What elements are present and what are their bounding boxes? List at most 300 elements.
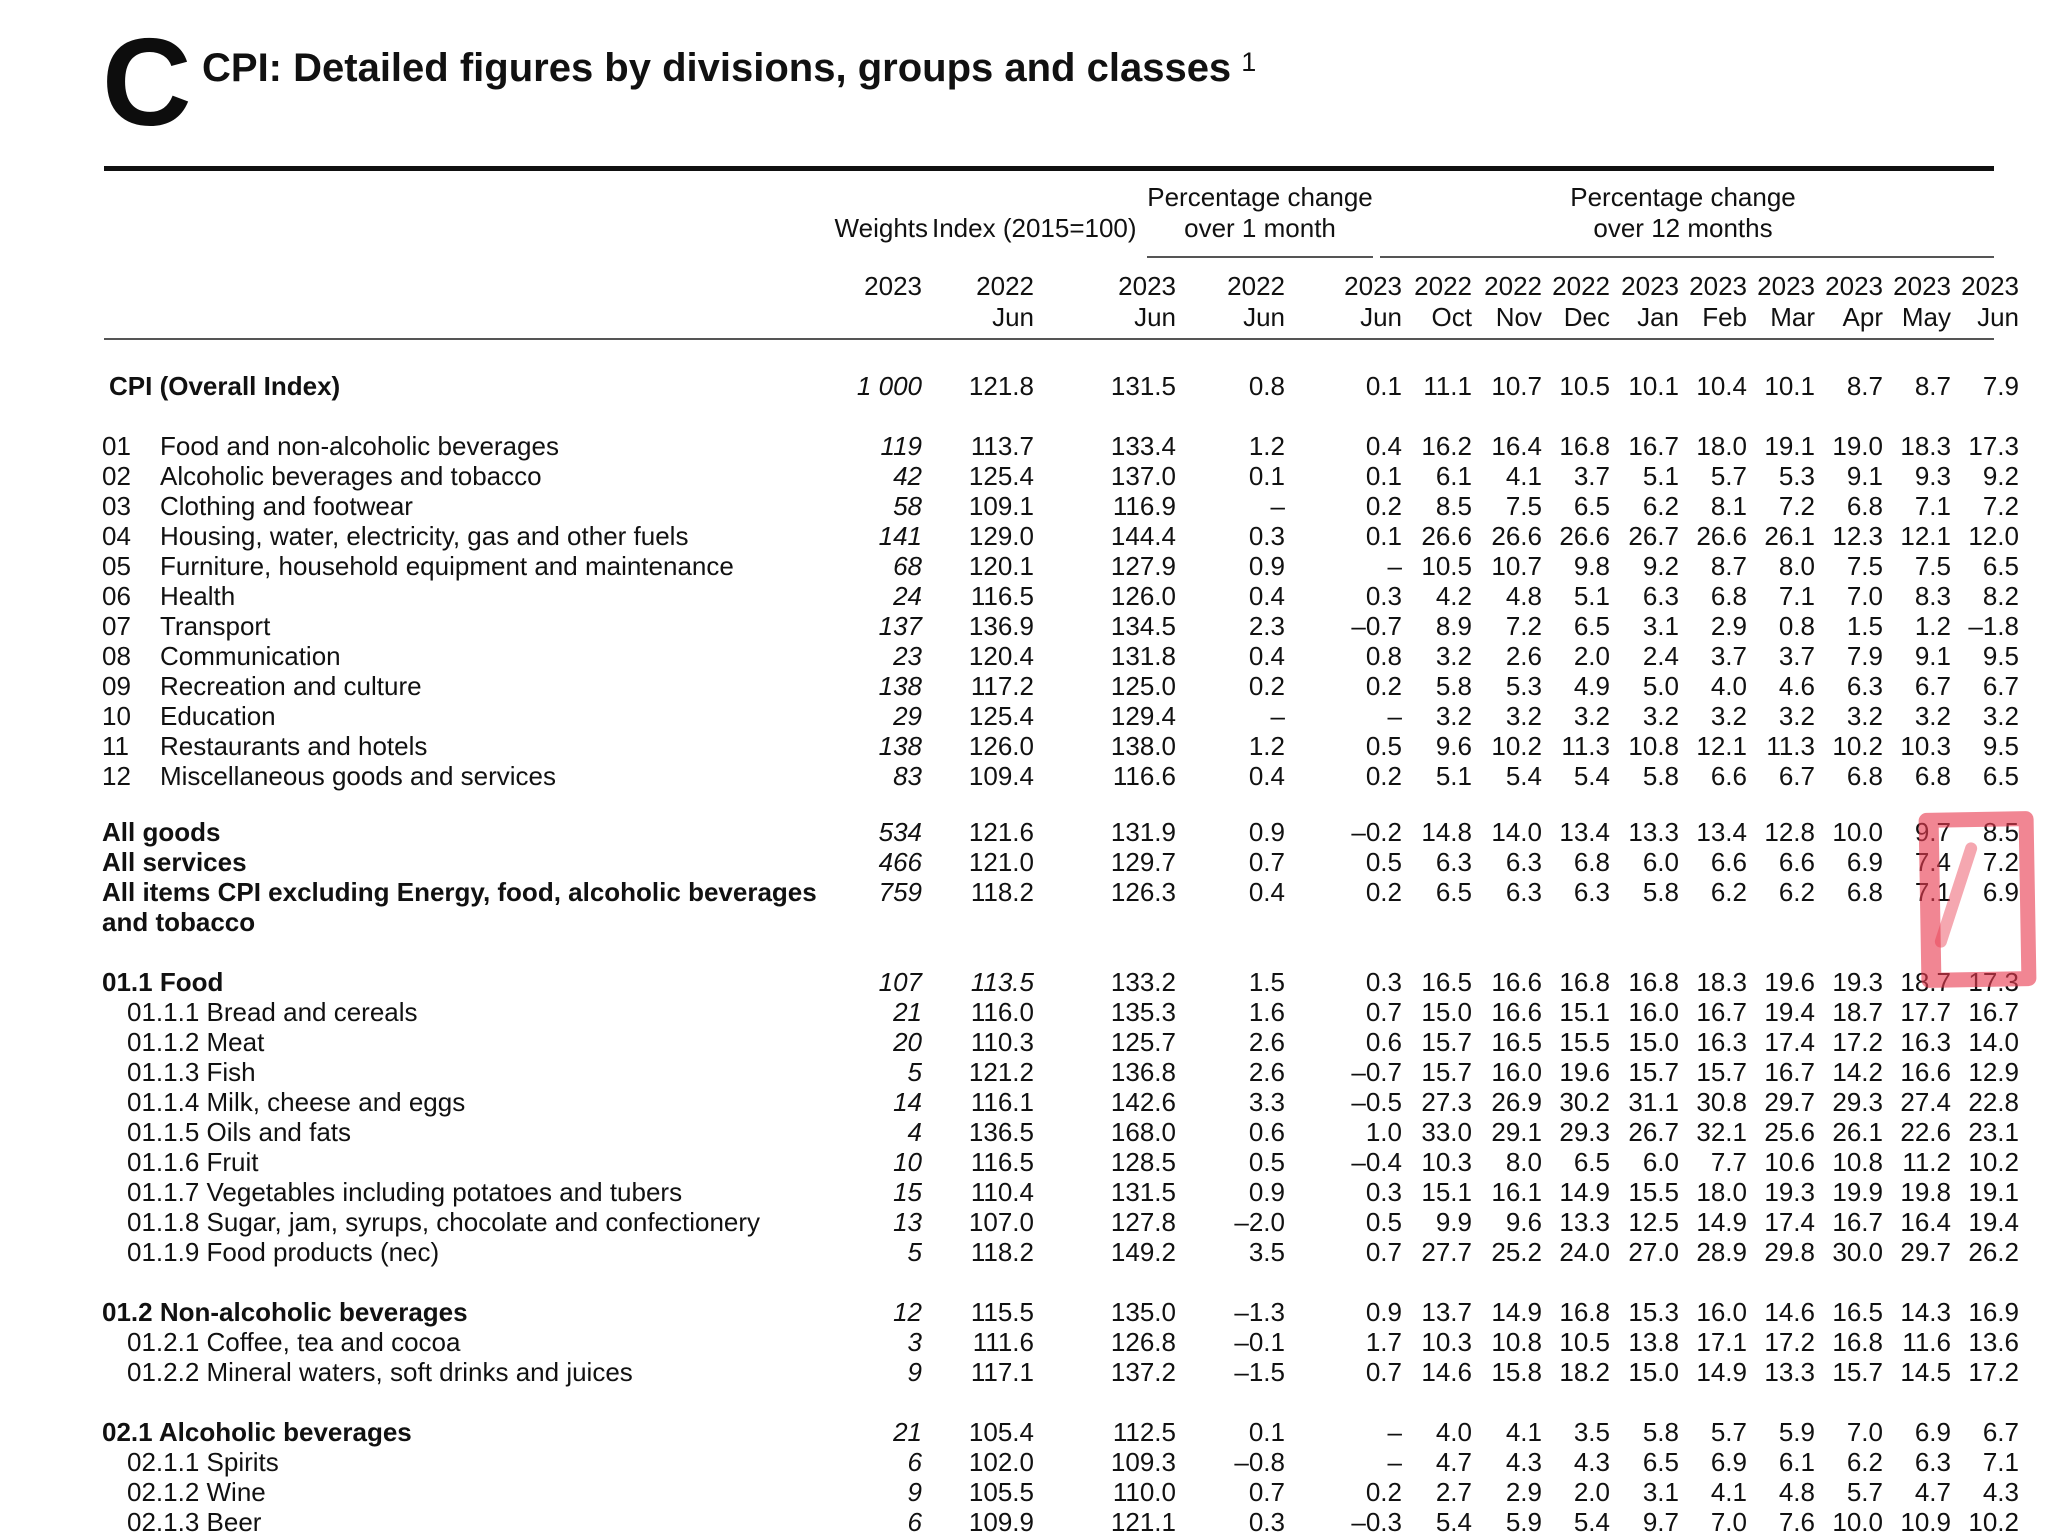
column-year-header: 2023 xyxy=(1344,271,1402,301)
value-cell: 3.7 xyxy=(1710,641,1747,671)
weight-cell: 83 xyxy=(893,761,922,791)
value-cell: 121.1 xyxy=(1110,1507,1176,1537)
table-row xyxy=(0,761,2048,791)
value-cell: 6.6 xyxy=(1710,847,1747,877)
row-label: Food and non-alcoholic beverages xyxy=(160,431,559,461)
value-cell: –0.1 xyxy=(1234,1327,1285,1357)
value-cell: 6.3 xyxy=(1642,581,1679,611)
header-rule xyxy=(104,338,1994,340)
row-code: 08 xyxy=(102,641,131,671)
row-label: 01.1.7 Vegetables including potatoes and tubers xyxy=(127,1177,683,1207)
value-cell: 14.9 xyxy=(1696,1357,1747,1387)
value-cell: 8.7 xyxy=(1914,371,1951,401)
weight-cell: 13 xyxy=(893,1207,922,1237)
value-cell: –0.5 xyxy=(1351,1087,1402,1117)
value-cell: 22.8 xyxy=(1968,1087,2019,1117)
row-label: 01.2 Non-alcoholic beverages xyxy=(102,1297,468,1327)
column-month-header: Jun xyxy=(992,302,1034,332)
value-cell: 0.3 xyxy=(1365,1177,1402,1207)
value-cell: 111.6 xyxy=(972,1327,1034,1357)
value-cell: 10.5 xyxy=(1421,551,1472,581)
value-cell: 142.6 xyxy=(1110,1087,1176,1117)
value-cell: 0.4 xyxy=(1248,641,1285,671)
weight-cell: 24 xyxy=(893,581,922,611)
value-cell: 120.1 xyxy=(968,551,1034,581)
column-year-header: 2022 xyxy=(1552,271,1610,301)
value-cell: 0.2 xyxy=(1365,671,1402,701)
row-code: 03 xyxy=(102,491,131,521)
column-month-header: Jun xyxy=(1977,302,2019,332)
value-cell: 26.2 xyxy=(1968,1237,2019,1267)
value-cell: 4.0 xyxy=(1435,1417,1472,1447)
value-cell: – xyxy=(1387,1417,1402,1447)
value-cell: 133.2 xyxy=(1110,967,1176,997)
value-cell: 109.1 xyxy=(968,491,1034,521)
weight-cell: 119 xyxy=(880,431,922,461)
value-cell: 14.6 xyxy=(1764,1297,1815,1327)
value-cell: 17.4 xyxy=(1764,1027,1815,1057)
value-cell: 18.7 xyxy=(1832,997,1883,1027)
value-cell: 5.4 xyxy=(1435,1507,1472,1537)
value-cell: 0.7 xyxy=(1365,1237,1402,1267)
pct-12m-header-line1: Percentage change xyxy=(1570,182,1796,212)
weight-cell: 107 xyxy=(878,967,922,997)
table-row xyxy=(0,611,2048,641)
weight-cell: 14 xyxy=(893,1087,922,1117)
value-cell: 10.3 xyxy=(1421,1147,1472,1177)
value-cell: 11.3 xyxy=(1766,731,1815,761)
column-month-header: Feb xyxy=(1702,302,1747,332)
value-cell: 4.1 xyxy=(1710,1477,1747,1507)
value-cell: –1.3 xyxy=(1234,1297,1285,1327)
value-cell: 4.3 xyxy=(1573,1447,1610,1477)
value-cell: – xyxy=(1387,551,1402,581)
value-cell: 24.0 xyxy=(1559,1237,1610,1267)
value-cell: 13.7 xyxy=(1421,1297,1472,1327)
weight-cell: 141 xyxy=(878,521,922,551)
table-row xyxy=(0,1087,2048,1117)
table-row xyxy=(0,491,2048,521)
value-cell: 6.2 xyxy=(1710,877,1747,907)
row-code: 02 xyxy=(102,461,131,491)
value-cell: 23.1 xyxy=(1968,1117,2019,1147)
value-cell: 30.8 xyxy=(1696,1087,1747,1117)
value-cell: –1.5 xyxy=(1234,1357,1285,1387)
value-cell: 3.7 xyxy=(1778,641,1815,671)
value-cell: 16.4 xyxy=(1900,1207,1951,1237)
column-year-header: 2023 xyxy=(1118,271,1176,301)
value-cell: 5.8 xyxy=(1642,1417,1679,1447)
row-label: 01.1.6 Fruit xyxy=(127,1147,259,1177)
value-cell: 5.4 xyxy=(1573,1507,1610,1537)
column-year-header: 2023 xyxy=(1757,271,1815,301)
value-cell: 3.1 xyxy=(1642,1477,1679,1507)
value-cell: 14.9 xyxy=(1696,1207,1747,1237)
weight-cell: 138 xyxy=(878,731,922,761)
value-cell: 2.4 xyxy=(1642,641,1679,671)
value-cell: 16.8 xyxy=(1832,1327,1883,1357)
value-cell: 0.1 xyxy=(1248,461,1285,491)
row-label: Health xyxy=(160,581,236,611)
value-cell: 5.1 xyxy=(1573,581,1610,611)
value-cell: 125.4 xyxy=(968,461,1034,491)
value-cell: 15.7 xyxy=(1832,1357,1883,1387)
value-cell: 12.1 xyxy=(1696,731,1747,761)
value-cell: 5.4 xyxy=(1505,761,1542,791)
value-cell: 6.1 xyxy=(1778,1447,1815,1477)
value-cell: 14.6 xyxy=(1421,1357,1472,1387)
value-cell: 19.3 xyxy=(1832,967,1883,997)
value-cell: 116.1 xyxy=(970,1087,1034,1117)
value-cell: 7.0 xyxy=(1846,1417,1883,1447)
value-cell: –2.0 xyxy=(1234,1207,1285,1237)
value-cell: 121.6 xyxy=(968,817,1034,847)
table-row xyxy=(0,1507,2048,1537)
row-label: Recreation and culture xyxy=(160,671,422,701)
column-year-header: 2023 xyxy=(1621,271,1679,301)
weight-cell: 4 xyxy=(907,1117,922,1147)
value-cell: 16.7 xyxy=(1764,1057,1815,1087)
value-cell: 4.1 xyxy=(1505,1417,1542,1447)
value-cell: 131.5 xyxy=(1110,1177,1176,1207)
column-year-header: 2023 xyxy=(1825,271,1883,301)
value-cell: 32.1 xyxy=(1696,1117,1747,1147)
row-label: Housing, water, electricity, gas and other fuels xyxy=(160,521,689,551)
value-cell: 121.8 xyxy=(968,371,1034,401)
value-cell: 29.7 xyxy=(1900,1237,1951,1267)
value-cell: 16.5 xyxy=(1421,967,1472,997)
value-cell: 29.3 xyxy=(1832,1087,1883,1117)
column-year-header: 2022 xyxy=(976,271,1034,301)
value-cell: 16.0 xyxy=(1491,1057,1542,1087)
value-cell: 0.3 xyxy=(1365,581,1402,611)
row-label: Miscellaneous goods and services xyxy=(160,761,556,791)
value-cell: 6.8 xyxy=(1573,847,1610,877)
value-cell: 19.1 xyxy=(1764,431,1815,461)
value-cell: 13.3 xyxy=(1628,817,1679,847)
value-cell: 113.5 xyxy=(970,967,1034,997)
weight-cell: 42 xyxy=(893,461,922,491)
row-label: 01.1.8 Sugar, jam, syrups, chocolate and confectionery xyxy=(127,1207,761,1237)
value-cell: –0.3 xyxy=(1351,1507,1402,1537)
value-cell: 9.5 xyxy=(1982,641,2019,671)
column-month-header: Jun xyxy=(1134,302,1176,332)
value-cell: 0.4 xyxy=(1248,581,1285,611)
column-month-header: May xyxy=(1901,302,1951,332)
value-cell: 7.4 xyxy=(1914,847,1951,877)
table-row xyxy=(0,1357,2048,1387)
row-label: All services xyxy=(102,847,247,877)
value-cell: 149.2 xyxy=(1110,1237,1176,1267)
value-cell: 117.1 xyxy=(970,1357,1034,1387)
value-cell: 2.0 xyxy=(1573,1477,1610,1507)
value-cell: 29.1 xyxy=(1491,1117,1542,1147)
weight-cell: 15 xyxy=(893,1177,922,1207)
value-cell: 7.1 xyxy=(1778,581,1815,611)
value-cell: 11.2 xyxy=(1902,1147,1951,1177)
weight-cell: 9 xyxy=(907,1357,922,1387)
value-cell: –0.7 xyxy=(1351,611,1402,641)
weight-cell: 20 xyxy=(893,1027,922,1057)
value-cell: 26.7 xyxy=(1628,521,1679,551)
value-cell: 105.4 xyxy=(968,1417,1034,1447)
value-cell: 136.9 xyxy=(968,611,1034,641)
weight-cell: 29 xyxy=(893,701,922,731)
value-cell: 8.2 xyxy=(1982,581,2019,611)
value-cell: 15.1 xyxy=(1559,997,1610,1027)
value-cell: 0.3 xyxy=(1248,1507,1285,1537)
section-letter: C xyxy=(102,14,192,152)
value-cell: 131.9 xyxy=(1110,817,1176,847)
value-cell: 8.0 xyxy=(1778,551,1815,581)
value-cell: 6.9 xyxy=(1846,847,1883,877)
value-cell: 6.3 xyxy=(1505,847,1542,877)
value-cell: 27.7 xyxy=(1421,1237,1472,1267)
row-label: All items CPI excluding Energy, food, alcoholic beverages xyxy=(102,877,817,907)
value-cell: 109.4 xyxy=(968,761,1034,791)
value-cell: 9.1 xyxy=(1914,641,1951,671)
value-cell: 0.8 xyxy=(1248,371,1285,401)
value-cell: 10.2 xyxy=(1968,1147,2019,1177)
value-cell: 127.9 xyxy=(1110,551,1176,581)
value-cell: 6.3 xyxy=(1435,847,1472,877)
value-cell: 6.8 xyxy=(1846,491,1883,521)
value-cell: 5.7 xyxy=(1710,461,1747,491)
value-cell: 6.7 xyxy=(1914,671,1951,701)
value-cell: 26.1 xyxy=(1764,521,1815,551)
value-cell: 16.6 xyxy=(1491,997,1542,1027)
value-cell: 26.1 xyxy=(1832,1117,1883,1147)
value-cell: 26.6 xyxy=(1491,521,1542,551)
value-cell: 6.8 xyxy=(1914,761,1951,791)
value-cell: 6.8 xyxy=(1846,877,1883,907)
row-code: 01 xyxy=(102,431,131,461)
value-cell: 0.4 xyxy=(1248,877,1285,907)
value-cell: 5.3 xyxy=(1505,671,1542,701)
row-label: 01.1.3 Fish xyxy=(127,1057,256,1087)
value-cell: 126.0 xyxy=(1110,581,1176,611)
column-year-header: 2022 xyxy=(1414,271,1472,301)
row-code: 09 xyxy=(102,671,131,701)
value-cell: 15.0 xyxy=(1421,997,1472,1027)
value-cell: 131.8 xyxy=(1110,641,1176,671)
value-cell: 6.0 xyxy=(1642,847,1679,877)
value-cell: 121.0 xyxy=(968,847,1034,877)
value-cell: 120.4 xyxy=(968,641,1034,671)
row-label: 02.1.1 Spirits xyxy=(127,1447,279,1477)
weight-cell: 1 000 xyxy=(856,371,922,401)
value-cell: 19.4 xyxy=(1764,997,1815,1027)
value-cell: 116.5 xyxy=(970,1147,1034,1177)
value-cell: 16.8 xyxy=(1559,431,1610,461)
value-cell: 9.7 xyxy=(1914,817,1951,847)
page-title xyxy=(202,44,1256,96)
value-cell: 4.8 xyxy=(1778,1477,1815,1507)
value-cell: 116.6 xyxy=(1112,761,1176,791)
value-cell: 0.9 xyxy=(1365,1297,1402,1327)
row-label: CPI (Overall Index) xyxy=(109,371,341,401)
value-cell: 4.6 xyxy=(1778,671,1815,701)
pct-12m-header-line2: over 12 months xyxy=(1593,213,1773,243)
row-label: 01.2.2 Mineral waters, soft drinks and juices xyxy=(127,1357,633,1387)
value-cell: 12.8 xyxy=(1764,817,1815,847)
table-row xyxy=(0,1327,2048,1357)
weights-header: Weights xyxy=(834,213,928,243)
column-month-header: Jun xyxy=(1243,302,1285,332)
value-cell: 5.1 xyxy=(1435,761,1472,791)
value-cell: 3.1 xyxy=(1642,611,1679,641)
value-cell: 126.0 xyxy=(968,731,1034,761)
value-cell: 17.3 xyxy=(1968,967,2019,997)
value-cell: 6.2 xyxy=(1778,877,1815,907)
value-cell: 6.8 xyxy=(1846,761,1883,791)
weight-cell: 466 xyxy=(878,847,922,877)
value-cell: 29.7 xyxy=(1764,1087,1815,1117)
value-cell: 6.3 xyxy=(1846,671,1883,701)
value-cell: 7.1 xyxy=(1914,877,1951,907)
value-cell: 3.7 xyxy=(1573,461,1610,491)
value-cell: 3.2 xyxy=(1778,701,1815,731)
value-cell: 136.8 xyxy=(1110,1057,1176,1087)
value-cell: 17.7 xyxy=(1900,997,1951,1027)
value-cell: 0.8 xyxy=(1778,611,1815,641)
value-cell: 11.1 xyxy=(1423,371,1472,401)
value-cell: 16.3 xyxy=(1900,1027,1951,1057)
table-row xyxy=(0,461,2048,491)
value-cell: 15.0 xyxy=(1628,1027,1679,1057)
value-cell: 2.0 xyxy=(1573,641,1610,671)
value-cell: 12.5 xyxy=(1628,1207,1679,1237)
row-code: 04 xyxy=(102,521,131,551)
value-cell: 138.0 xyxy=(1110,731,1176,761)
value-cell: 0.6 xyxy=(1248,1117,1285,1147)
value-cell: 6.3 xyxy=(1573,877,1610,907)
value-cell: 10.8 xyxy=(1628,731,1679,761)
value-cell: 6.7 xyxy=(1982,1417,2019,1447)
weight-cell: 10 xyxy=(893,1147,922,1177)
value-cell: 9.3 xyxy=(1914,461,1951,491)
value-cell: 3.2 xyxy=(1573,701,1610,731)
value-cell: 13.3 xyxy=(1559,1207,1610,1237)
value-cell: 0.4 xyxy=(1248,761,1285,791)
value-cell: 15.7 xyxy=(1696,1057,1747,1087)
value-cell: 4.1 xyxy=(1505,461,1542,491)
value-cell: 13.4 xyxy=(1559,817,1610,847)
value-cell: –0.2 xyxy=(1351,817,1402,847)
value-cell: 3.2 xyxy=(1435,701,1472,731)
value-cell: 25.6 xyxy=(1764,1117,1815,1147)
table-row xyxy=(0,641,2048,671)
value-cell: 7.5 xyxy=(1914,551,1951,581)
value-cell: 0.5 xyxy=(1365,1207,1402,1237)
value-cell: 18.2 xyxy=(1559,1357,1610,1387)
row-label: Education xyxy=(160,701,276,731)
value-cell: 126.3 xyxy=(1110,877,1176,907)
value-cell: 4.9 xyxy=(1573,671,1610,701)
value-cell: 7.6 xyxy=(1778,1507,1815,1537)
value-cell: 5.1 xyxy=(1642,461,1679,491)
value-cell: 17.2 xyxy=(1968,1357,2019,1387)
value-cell: 2.3 xyxy=(1248,611,1285,641)
value-cell: 112.5 xyxy=(1112,1417,1176,1447)
value-cell: 29.8 xyxy=(1764,1237,1815,1267)
value-cell: 6.5 xyxy=(1435,877,1472,907)
value-cell: 0.5 xyxy=(1365,847,1402,877)
column-month-header: Mar xyxy=(1770,302,1815,332)
footnote-mark: 1 xyxy=(1241,47,1257,77)
value-cell: 16.4 xyxy=(1491,431,1542,461)
row-label: 02.1 Alcoholic beverages xyxy=(102,1417,412,1447)
value-cell: – xyxy=(1270,701,1285,731)
value-cell: 1.2 xyxy=(1914,611,1951,641)
value-cell: 0.2 xyxy=(1248,671,1285,701)
value-cell: 16.7 xyxy=(1832,1207,1883,1237)
value-cell: 13.4 xyxy=(1696,817,1747,847)
row-code: 06 xyxy=(102,581,131,611)
weight-cell: 534 xyxy=(878,817,922,847)
value-cell: 10.1 xyxy=(1628,371,1679,401)
value-cell: 16.2 xyxy=(1421,431,1472,461)
value-cell: 10.0 xyxy=(1832,1507,1883,1537)
value-cell: 2.9 xyxy=(1710,611,1747,641)
value-cell: 105.5 xyxy=(968,1477,1034,1507)
value-cell: 8.3 xyxy=(1914,581,1951,611)
value-cell: 19.4 xyxy=(1968,1207,2019,1237)
value-cell: 129.4 xyxy=(1110,701,1176,731)
value-cell: 9.6 xyxy=(1435,731,1472,761)
value-cell: 7.2 xyxy=(1982,491,2019,521)
value-cell: 16.7 xyxy=(1628,431,1679,461)
value-cell: 10.3 xyxy=(1900,731,1951,761)
value-cell: 9.5 xyxy=(1982,731,2019,761)
value-cell: 102.0 xyxy=(968,1447,1034,1477)
value-cell: 9.2 xyxy=(1982,461,2019,491)
value-cell: 6.5 xyxy=(1982,761,2019,791)
value-cell: 17.2 xyxy=(1832,1027,1883,1057)
weight-cell: 23 xyxy=(893,641,922,671)
value-cell: 0.1 xyxy=(1248,1417,1285,1447)
table-row xyxy=(0,371,2048,401)
value-cell: 19.6 xyxy=(1764,967,1815,997)
value-cell: 16.3 xyxy=(1696,1027,1747,1057)
value-cell: 3.2 xyxy=(1982,701,2019,731)
value-cell: 15.1 xyxy=(1421,1177,1472,1207)
value-cell: 0.7 xyxy=(1365,1357,1402,1387)
value-cell: 14.0 xyxy=(1968,1027,2019,1057)
row-code: 11 xyxy=(102,731,129,761)
value-cell: 17.2 xyxy=(1764,1327,1815,1357)
value-cell: 26.6 xyxy=(1421,521,1472,551)
value-cell: 126.8 xyxy=(1110,1327,1176,1357)
value-cell: 28.9 xyxy=(1696,1237,1747,1267)
column-month-header: Jan xyxy=(1637,302,1679,332)
weight-cell: 68 xyxy=(893,551,922,581)
value-cell: 5.7 xyxy=(1846,1477,1883,1507)
weight-cell: 138 xyxy=(878,671,922,701)
value-cell: 6.2 xyxy=(1846,1447,1883,1477)
value-cell: 13.6 xyxy=(1968,1327,2019,1357)
value-cell: 26.6 xyxy=(1696,521,1747,551)
value-cell: 18.3 xyxy=(1900,431,1951,461)
value-cell: 7.2 xyxy=(1505,611,1542,641)
value-cell: 15.3 xyxy=(1628,1297,1679,1327)
value-cell: 6.9 xyxy=(1914,1417,1951,1447)
value-cell: 14.9 xyxy=(1491,1297,1542,1327)
column-year-header: 2023 xyxy=(864,271,922,301)
value-cell: 0.7 xyxy=(1365,997,1402,1027)
value-cell: 30.0 xyxy=(1832,1237,1883,1267)
value-cell: 7.5 xyxy=(1846,551,1883,581)
